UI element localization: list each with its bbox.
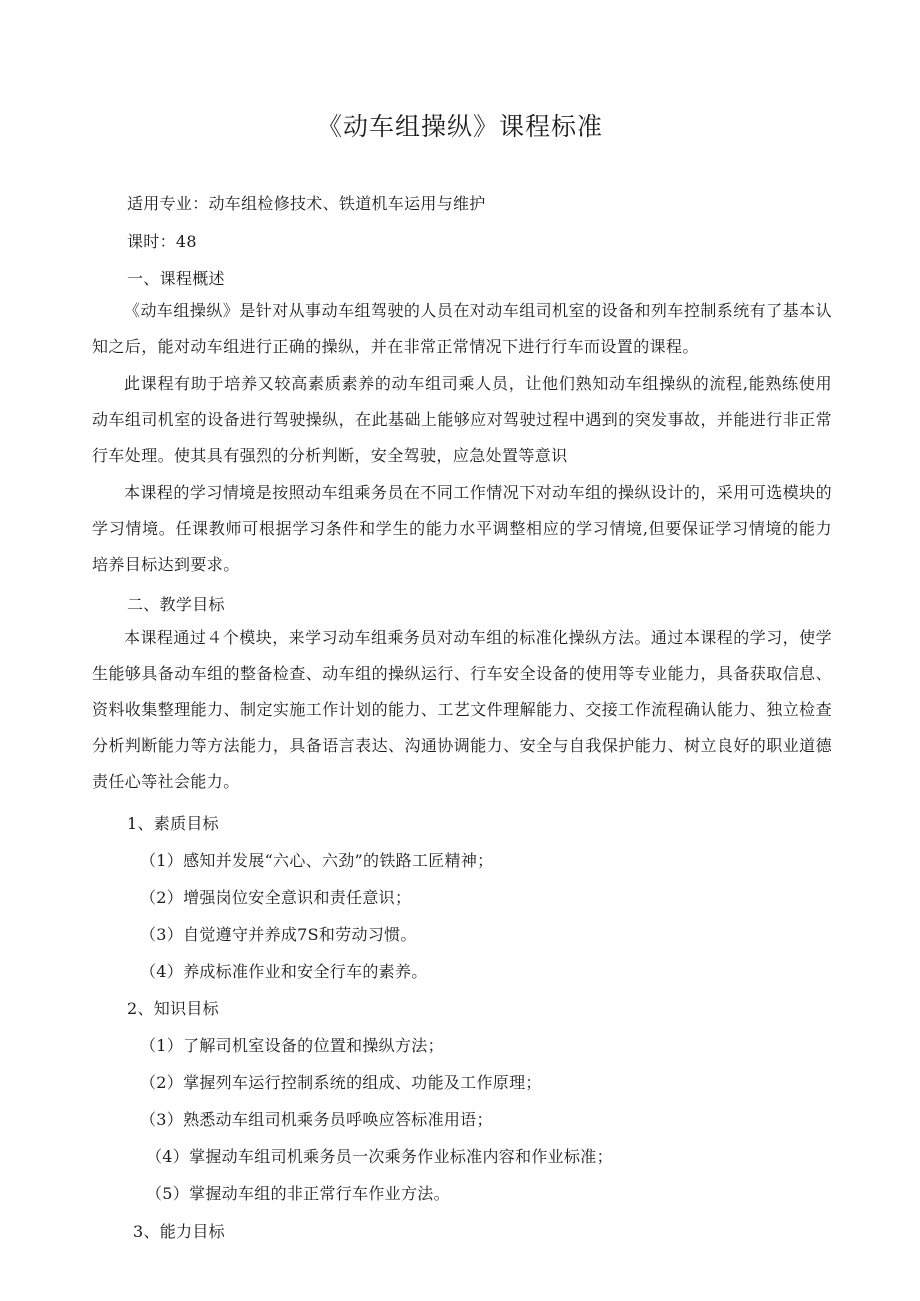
overview-paragraph-3: 本课程的学习情境是按照动车组乘务员在不同工作情况下对动车组的操纵设计的，采用可选模块的学习情境。任课教师可根据学习条件和学生的能力水平调整相应的学习情境,但要保证学习情境的能力培养目标达到要求。	[92, 483, 832, 574]
knowledge-item: （3）熟悉动车组司机乘务员呼唤应答标准用语；	[140, 1110, 493, 1129]
knowledge-item: （2）掌握列车运行控制系统的组成、功能及工作原理；	[140, 1073, 542, 1092]
knowledge-objectives-heading: 2、知识目标	[127, 999, 219, 1018]
quality-item: （3）自觉遵守并养成7S和劳动习惯。	[140, 925, 417, 944]
applicable-major: 适用专业：动车组检修技术、铁道机车运用与维护	[127, 194, 486, 213]
section-heading-overview: 一、课程概述	[127, 269, 225, 288]
quality-item: （1）感知并发展“六心、六劲”的铁路工匠精神；	[140, 851, 494, 870]
quality-objectives-heading: 1、素质目标	[127, 814, 219, 833]
quality-item: （4）养成标准作业和安全行车的素养。	[140, 962, 428, 981]
overview-paragraph-2: 此课程有助于培养又较高素质素养的动车组司乘人员，让他们熟知动车组操纵的流程,能熟练使用动车组司机室的设备进行驾驶操纵，在此基础上能够应对驾驶过程中遇到的突发事故，并能进行非正常行车处理。使其具有强烈的分析判断，安全驾驶，应急处置等意识	[92, 374, 832, 465]
section-heading-objectives: 二、教学目标	[127, 595, 225, 614]
overview-paragraph-1: 《动车组操纵》是针对从事动车组驾驶的人员在对动车组司机室的设备和列车控制系统有了基本认知之后，能对动车组进行正确的操纵，并在非常正常情况下进行行车而设置的课程。	[92, 301, 832, 356]
knowledge-item: （4）掌握动车组司机乘务员一次乘务作业标准内容和作业标准；	[146, 1147, 613, 1166]
ability-objectives-heading: 3、能力目标	[133, 1222, 225, 1241]
quality-item: （2）增强岗位安全意识和责任意识；	[140, 888, 412, 907]
knowledge-item: （5）掌握动车组的非正常行车作业方法。	[146, 1184, 450, 1203]
course-hours: 课时：48	[127, 232, 197, 251]
objectives-paragraph: 本课程通过４个模块，来学习动车组乘务员对动车组的标准化操纵方法。通过本课程的学习，使学生能够具备动车组的整备检查、动车组的操纵运行、行车安全设备的使用等专业能力，具备获取信息、资料收集整理能力、制定实施工作计划的能力、工艺文件理解能力、交接工作流程确认能力、独立检查分析判断能力等方法能力，具备语言表达、沟通协调能力、安全与自我保护能力、树立良好的职业道德责任心等社会能力。	[92, 628, 832, 791]
document-title: 《动车组操纵》课程标准	[316, 112, 603, 141]
knowledge-item: （1）了解司机室设备的位置和操纵方法；	[140, 1036, 444, 1055]
